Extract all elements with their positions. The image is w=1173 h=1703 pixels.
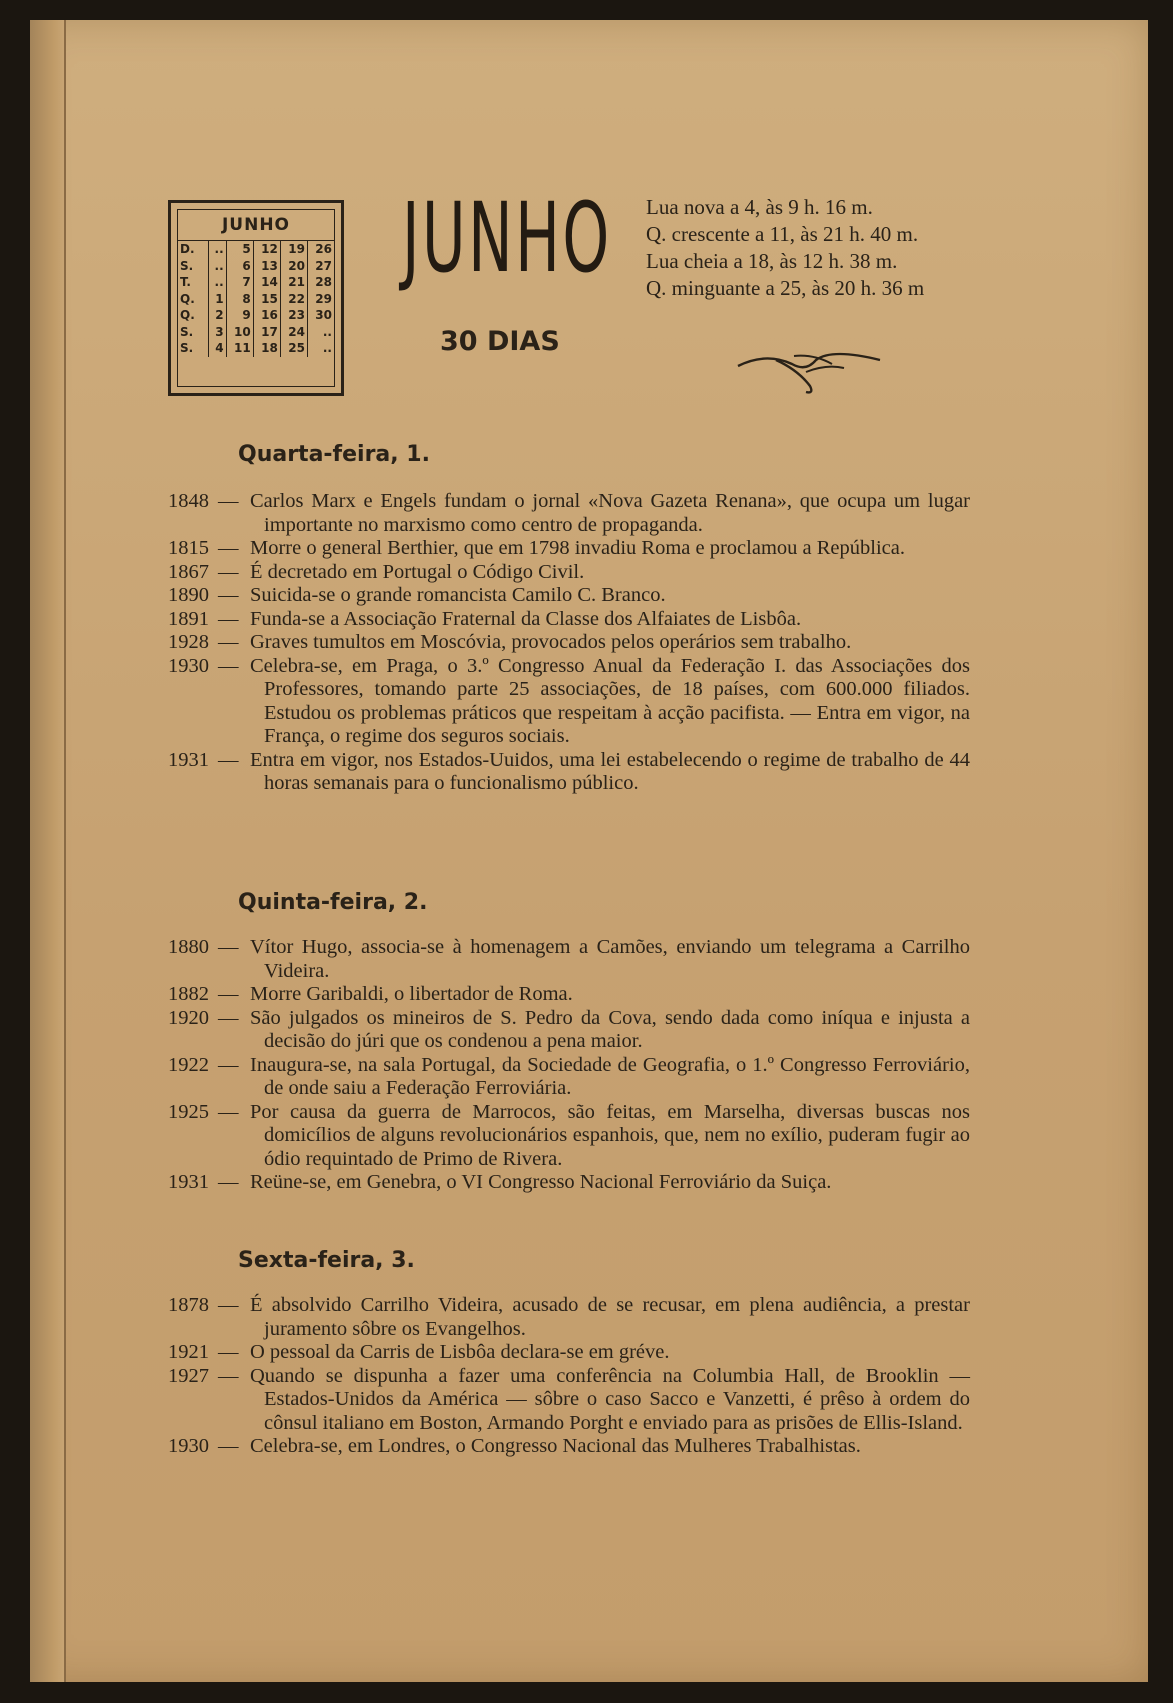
event-text: Funda-se a Associação Fraternal da Classe dos Alfaiates de Lisbôa. xyxy=(250,607,802,630)
event-dash: — xyxy=(218,1435,239,1457)
calendar-date: 10 xyxy=(226,324,253,341)
event-year: 1882 xyxy=(168,983,209,1005)
calendar-date: 17 xyxy=(253,324,280,341)
day-heading: Quinta-feira, 2. xyxy=(238,890,428,915)
calendar-weekday: S. xyxy=(180,324,194,339)
calendar-date: .. xyxy=(209,258,227,275)
event-dash: — xyxy=(218,537,239,559)
calendar-date: 9 xyxy=(226,307,253,324)
day-heading: Quarta-feira, 1. xyxy=(238,442,430,467)
calendar-date: 21 xyxy=(280,274,307,291)
event-dash: — xyxy=(218,1053,239,1076)
calendar-weekday: Q. xyxy=(180,308,195,323)
event-dash: — xyxy=(218,1294,239,1316)
event-dash: — xyxy=(218,1171,239,1193)
event-year: 1920 xyxy=(168,1006,209,1029)
event-year: 1927 xyxy=(168,1364,209,1387)
event-text: Carlos Marx e Engels fundam o jornal «Nova Gazeta Renana», que ocupa um lugar importante no marxismo como centro de propaganda. xyxy=(250,490,970,536)
event-year: 1930 xyxy=(168,654,209,677)
calendar-date: 25 xyxy=(280,340,307,357)
event-entry xyxy=(168,1101,970,1172)
calendar-row xyxy=(178,258,334,275)
calendar-weekday: D. xyxy=(180,242,195,257)
event-text: O pessoal da Carris de Lisbôa declara-se em gréve. xyxy=(250,1341,670,1363)
calendar-date: 27 xyxy=(307,258,334,275)
event-dash: — xyxy=(218,1364,239,1387)
event-text: Graves tumultos em Moscóvia, provocados pelos operários sem trabalho. xyxy=(250,631,852,653)
calendar-date: .. xyxy=(209,241,227,258)
event-text: É decretado em Portugal o Código Civil. xyxy=(250,560,585,583)
event-year: 1867 xyxy=(168,560,209,583)
event-dash: — xyxy=(218,584,239,606)
event-entry xyxy=(168,1054,970,1101)
event-dash: — xyxy=(218,1100,239,1123)
calendar-date: 2 xyxy=(209,307,227,324)
event-year: 1931 xyxy=(168,1171,209,1193)
calendar-date: 22 xyxy=(280,291,307,308)
calendar-date: 24 xyxy=(280,324,307,341)
event-entry xyxy=(168,936,970,983)
event-text: São julgados os mineiros de S. Pedro da Cova, sendo dada como iníqua e injusta a decisão do júri que os condenou a pena maior. xyxy=(250,1006,970,1052)
event-text: É absolvido Carrilho Videira, acusado de se recusar, em plena audiência, a prestar juramento sôbre os Evangelhos. xyxy=(250,1294,970,1340)
calendar-date: 29 xyxy=(307,291,334,308)
month-title: JUNHO xyxy=(402,182,612,294)
calendar-row xyxy=(178,340,334,357)
calendar-weekday: T. xyxy=(180,275,191,290)
event-year: 1878 xyxy=(168,1294,209,1316)
event-text: Suicida-se o grande romancista Camilo C. Branco. xyxy=(250,584,666,606)
day-heading: Sexta-feira, 3. xyxy=(238,1248,415,1273)
calendar-date: 11 xyxy=(226,340,253,357)
event-year: 1815 xyxy=(168,537,209,559)
event-text: Quando se dispunha a fazer uma conferência na Columbia Hall, de Brooklin — Estados-Unidos da América — sôbre o caso Sacco e Vanzetti, é prêso à ordem do cônsul italiano em Boston, Armando Porght e enviado para as prisões de Ellis-Island. xyxy=(250,1364,970,1434)
event-dash: — xyxy=(218,631,239,653)
event-year: 1891 xyxy=(168,607,209,630)
event-year: 1930 xyxy=(168,1435,209,1457)
event-entry xyxy=(168,561,970,585)
calendar-date: 6 xyxy=(226,258,253,275)
calendar-date: 26 xyxy=(307,241,334,258)
event-text: Morre Garibaldi, o libertador de Roma. xyxy=(250,983,573,1005)
mini-calendar-grid xyxy=(178,241,334,357)
event-year: 1931 xyxy=(168,748,209,771)
moon-phases xyxy=(646,194,924,302)
event-text: Celebra-se, em Londres, o Congresso Nacional das Mulheres Trabalhistas. xyxy=(250,1435,861,1457)
calendar-date: 16 xyxy=(253,307,280,324)
calendar-row xyxy=(178,307,334,324)
event-year: 1928 xyxy=(168,631,209,653)
event-dash: — xyxy=(218,560,239,583)
event-text: Inaugura-se, na sala Portugal, da Sociedade de Geografia, o 1.º Congresso Ferroviário, de onde saiu a Federação Ferroviária. xyxy=(250,1053,970,1099)
calendar-date: 15 xyxy=(253,291,280,308)
event-year: 1848 xyxy=(168,490,209,512)
event-dash: — xyxy=(218,983,239,1005)
calendar-weekday: Q. xyxy=(180,291,195,306)
moon-phase-line: Q. minguante a 25, às 20 h. 36 m xyxy=(646,276,925,300)
event-entry xyxy=(168,983,970,1007)
event-dash: — xyxy=(218,1341,239,1363)
event-text: Por causa da guerra de Marrocos, são feitas, em Marselha, diversas buscas nos domicílios de alguns revolucionários espanhois, que, nem no exílio, puderam fugir ao ódio requintado de Primo de Rivera. xyxy=(250,1100,970,1170)
calendar-date: 12 xyxy=(253,241,280,258)
calendar-weekday: S. xyxy=(180,258,194,273)
event-entry xyxy=(168,1365,970,1436)
calendar-row xyxy=(178,291,334,308)
calendar-date: 14 xyxy=(253,274,280,291)
event-dash: — xyxy=(218,654,239,677)
moon-phase-line: Lua nova a 4, às 9 h. 16 m. xyxy=(646,195,873,219)
event-text: Entra em vigor, nos Estados-Uuidos, uma lei estabelecendo o regime de trabalho de 44 horas semanais para o funcionalismo público. xyxy=(250,748,970,794)
calendar-date: 5 xyxy=(226,241,253,258)
calendar-date: 23 xyxy=(280,307,307,324)
event-entry xyxy=(168,749,970,796)
ornament-icon xyxy=(736,346,882,398)
event-year: 1922 xyxy=(168,1053,209,1076)
calendar-date: .. xyxy=(209,274,227,291)
calendar-date: 30 xyxy=(307,307,334,324)
calendar-date: 4 xyxy=(209,340,227,357)
days-count: 30 DIAS xyxy=(440,326,560,357)
event-dash: — xyxy=(218,1006,239,1029)
calendar-date: 19 xyxy=(280,241,307,258)
event-text: Vítor Hugo, associa-se à homenagem a Camões, enviando um telegrama a Carrilho Videira. xyxy=(250,936,970,982)
calendar-row xyxy=(178,324,334,341)
calendar-date: .. xyxy=(307,324,334,341)
event-dash: — xyxy=(218,607,239,630)
calendar-row xyxy=(178,274,334,291)
calendar-date: 28 xyxy=(307,274,334,291)
event-text: Celebra-se, em Praga, o 3.º Congresso Anual da Federação I. das Associações dos Professores, tomando parte 25 associações, de 18 países, com 600.000 filiados. Estudou os problemas práticos que respeitam à acção pacifista. — Entra em vigor, na França, o regime dos seguros sociais. xyxy=(250,654,970,747)
event-entry xyxy=(168,1294,970,1341)
event-year: 1890 xyxy=(168,584,209,606)
mini-calendar xyxy=(168,200,344,396)
calendar-date: 8 xyxy=(226,291,253,308)
event-entry xyxy=(168,1007,970,1054)
page-spine xyxy=(30,20,66,1682)
calendar-date: 18 xyxy=(253,340,280,357)
event-entry xyxy=(168,631,970,655)
moon-phase-line: Lua cheia a 18, às 12 h. 38 m. xyxy=(646,249,898,273)
calendar-date: 1 xyxy=(209,291,227,308)
event-list xyxy=(168,936,970,1195)
calendar-date: 3 xyxy=(209,324,227,341)
event-year: 1921 xyxy=(168,1341,209,1363)
mini-calendar-title: JUNHO xyxy=(178,210,334,241)
event-entry xyxy=(168,1171,970,1195)
event-list xyxy=(168,1294,970,1459)
event-entry xyxy=(168,655,970,749)
event-entry xyxy=(168,1435,970,1459)
event-year: 1925 xyxy=(168,1100,209,1123)
event-dash: — xyxy=(218,748,239,771)
event-text: Reüne-se, em Genebra, o VI Congresso Nacional Ferroviário da Suiça. xyxy=(250,1171,832,1193)
calendar-date: 7 xyxy=(226,274,253,291)
event-entry xyxy=(168,537,970,561)
calendar-date: 20 xyxy=(280,258,307,275)
event-entry xyxy=(168,584,970,608)
event-text: Morre o general Berthier, que em 1798 invadiu Roma e proclamou a República. xyxy=(250,537,905,559)
event-entry xyxy=(168,490,970,537)
calendar-row xyxy=(178,241,334,258)
calendar-weekday: S. xyxy=(180,341,194,356)
event-year: 1880 xyxy=(168,936,209,958)
event-dash: — xyxy=(218,936,239,958)
event-entry xyxy=(168,608,970,632)
moon-phase-line: Q. crescente a 11, às 21 h. 40 m. xyxy=(646,222,919,246)
calendar-date: .. xyxy=(307,340,334,357)
calendar-date: 13 xyxy=(253,258,280,275)
event-list xyxy=(168,490,970,796)
event-entry xyxy=(168,1341,970,1365)
event-dash: — xyxy=(218,490,239,512)
